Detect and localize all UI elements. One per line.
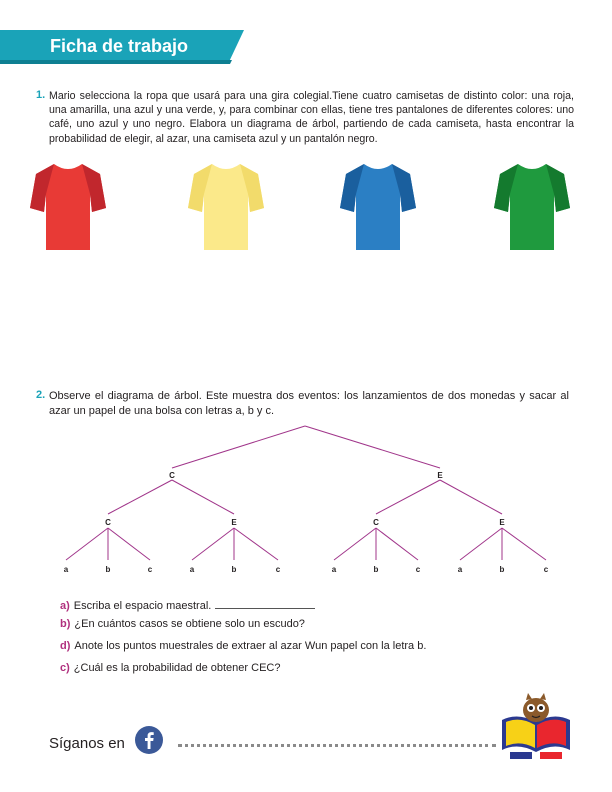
facebook-icon[interactable] <box>134 725 164 755</box>
subquestion-letter: a) <box>60 600 70 612</box>
tree-node-l3: b <box>105 565 111 574</box>
answer-line[interactable] <box>215 598 315 609</box>
tree-node-l3: c <box>147 565 153 574</box>
tree-node-l1: E <box>437 471 443 480</box>
tree-node-l3: c <box>415 565 421 574</box>
subquestion-letter: c) <box>60 662 70 674</box>
page-title: Ficha de trabajo <box>50 36 189 56</box>
question-1-text: Mario selecciona la ropa que usará para una gira colegial.Tiene cuatro camisetas de distinto color: una roja, una amarilla, una azul y una verde, y, para combinar con ellas, tiene tres pantalones de diferentes colores: uno café, uno azul y uno negro. Elabora un diagrama de árbol, partiendo de cada camiseta, hasta encontrar la probabilidad de elegir, al azar, una camiseta azul y un pantalón negro. <box>49 90 574 145</box>
tree-node-l2: E <box>231 518 237 527</box>
subquestion-text: Escriba el espacio maestral. <box>73 600 212 612</box>
subquestion-d <box>60 640 426 652</box>
tree-node-l3: a <box>331 565 337 574</box>
yellow-shirt-icon <box>186 160 266 252</box>
tree-node-l2: C <box>105 518 111 527</box>
tree-node-l3: a <box>63 565 69 574</box>
editorial-logo-icon <box>498 690 574 762</box>
subquestion-b <box>60 618 305 630</box>
subquestion-c <box>60 662 280 674</box>
tree-node-l3: b <box>499 565 505 574</box>
tree-node-l2: C <box>373 518 379 527</box>
follow-us-text: Síganos en <box>49 735 125 752</box>
blue-shirt-icon <box>338 160 418 252</box>
tree-node-l3: a <box>189 565 195 574</box>
subquestion-letter: d) <box>60 640 71 652</box>
question-2-number: 2. <box>36 389 46 401</box>
question-1-number: 1. <box>36 89 46 101</box>
subquestion-text: ¿Cuál es la probabilidad de obtener CEC? <box>73 662 281 674</box>
tree-node-l3: b <box>373 565 379 574</box>
subquestion-a <box>60 598 315 612</box>
tree-node-l3: c <box>543 565 549 574</box>
dotted-divider <box>178 744 496 747</box>
subquestion-text: ¿En cuántos casos se obtiene solo un escudo? <box>74 618 305 630</box>
subquestion-text: Anote los puntos muestrales de extraer al azar Wun papel con la letra b. <box>74 640 427 652</box>
tree-diagram <box>0 420 612 580</box>
subquestion-letter: b) <box>60 618 71 630</box>
red-shirt-icon <box>28 160 108 252</box>
tree-node-l3: c <box>275 565 281 574</box>
question-2-text: Observe el diagrama de árbol. Este muestra dos eventos: los lanzamientos de dos monedas y sacar al azar un papel de una bolsa con letras a, b y c. <box>49 390 569 417</box>
tree-node-l3: a <box>457 565 463 574</box>
green-shirt-icon <box>492 160 572 252</box>
tree-node-l1: C <box>169 471 175 480</box>
tree-node-l3: b <box>231 565 237 574</box>
tree-node-l2: E <box>499 518 505 527</box>
